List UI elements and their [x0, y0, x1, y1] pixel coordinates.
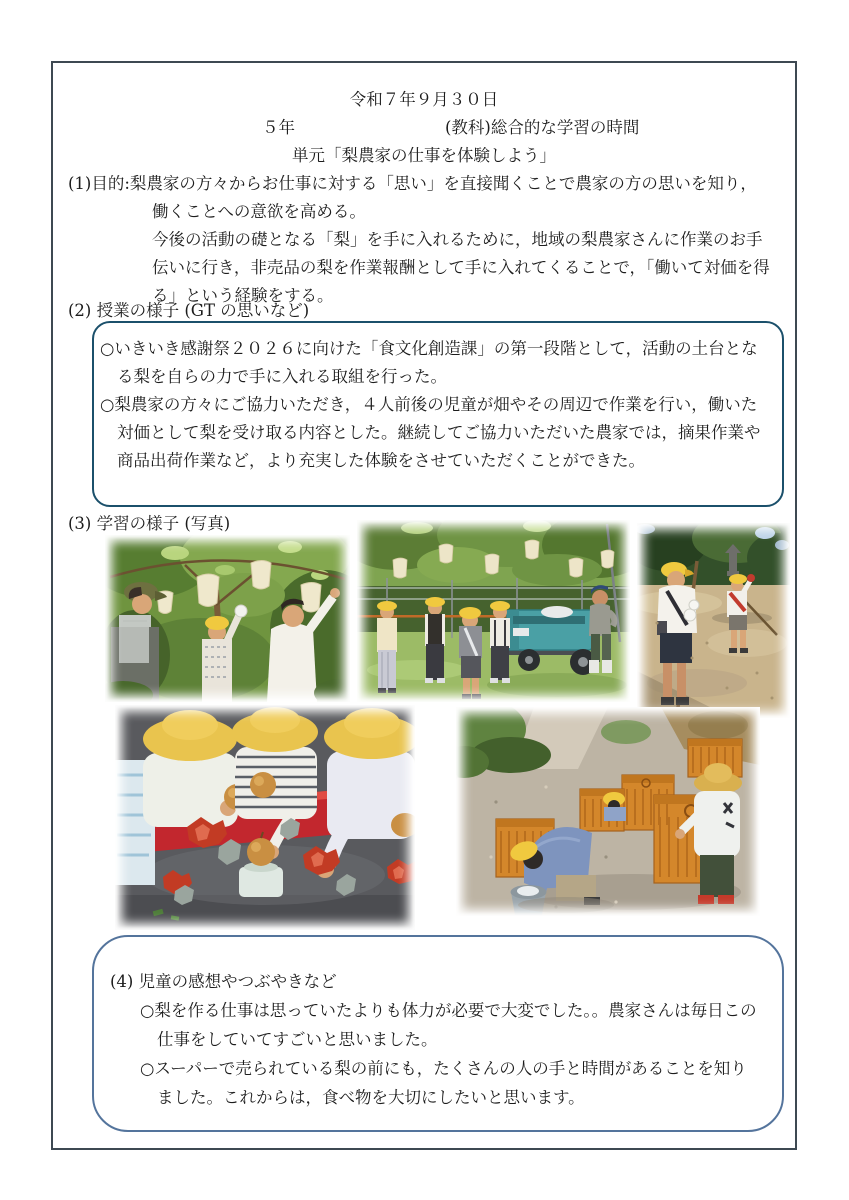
photo-orchard-truck-group-image [357, 520, 630, 702]
section1-line: 今後の活動の礎となる「梨」を手に入れるために，地域の梨農家さんに作業のお手 [152, 230, 763, 249]
unit-title: 単元「梨農家の仕事を体験しよう」 [292, 146, 556, 165]
section1-line: 伝いに行き，非売品の梨を作業報酬として手に入れてくることで，「働いて対価を得 [152, 258, 770, 277]
photo-orange-crates [456, 707, 760, 916]
photo-orange-crates-image [456, 707, 760, 916]
section2-box-line: ○梨農家の方々にご協力いただき，４人前後の児童が畑やその周辺で作業を行い，働いた [100, 395, 758, 414]
section2-box-line: 商品出荷作業など，より充実した体験をさせていただくことができた。 [117, 451, 645, 470]
subject-label: (教科)総合的な学習の時間 [445, 118, 640, 137]
section4-line: ました。これからは，食べ物を大切にしたいと思います。 [157, 1088, 585, 1107]
photo-raking-gravel-image [637, 523, 790, 718]
section2-comment-box [92, 321, 784, 507]
photo-sorting-pears-table [115, 705, 415, 930]
section1-line: (1)目的:梨農家の方々からお仕事に対する「思い」を直接聞くことで農家の方の思いを知り， [68, 174, 757, 193]
section4-comment-box [92, 935, 784, 1132]
photo-orchard-bag-picking-image [105, 535, 350, 702]
section2-box-line: ○いきいき感謝祭２０２６に向けた「食文化創造課」の第一段階として，活動の土台とな [100, 339, 758, 358]
section2-box-line: る梨を自らの力で手に入れる取組を行った。 [117, 367, 447, 386]
section1-line: る」という経験をする。 [152, 286, 334, 305]
document-date: 令和７年９月３０日 [349, 90, 499, 109]
section2-heading: (2) 授業の様子 (GT の思いなど) [68, 301, 310, 320]
photo-sorting-pears-table-image [115, 705, 415, 930]
photo-orchard-bag-picking [105, 535, 350, 702]
photo-orchard-truck-group [357, 520, 630, 702]
grade-label: ５年 [262, 118, 295, 137]
section3-heading: (3) 学習の様子 (写真) [68, 514, 231, 533]
section1-purpose [68, 170, 770, 310]
section1-line: 働くことへの意欲を高める。 [152, 202, 366, 221]
section4-line: ○梨を作る仕事は思っていたよりも体力が必要で大変でした。。農家さんは毎日この [140, 1001, 757, 1020]
section2-box-line: 対価として梨を受け取る内容とした。継続してご協力いただいた農家では，摘果作業や [117, 423, 761, 442]
photo-raking-gravel [637, 523, 790, 718]
section4-line: ○スーパーで売られている梨の前にも，たくさんの人の手と時間があることを知り [140, 1059, 747, 1078]
section4-heading: (4) 児童の感想やつぶやきなど [110, 972, 337, 991]
section4-line: 仕事をしていてすごいと思いました。 [157, 1030, 438, 1049]
